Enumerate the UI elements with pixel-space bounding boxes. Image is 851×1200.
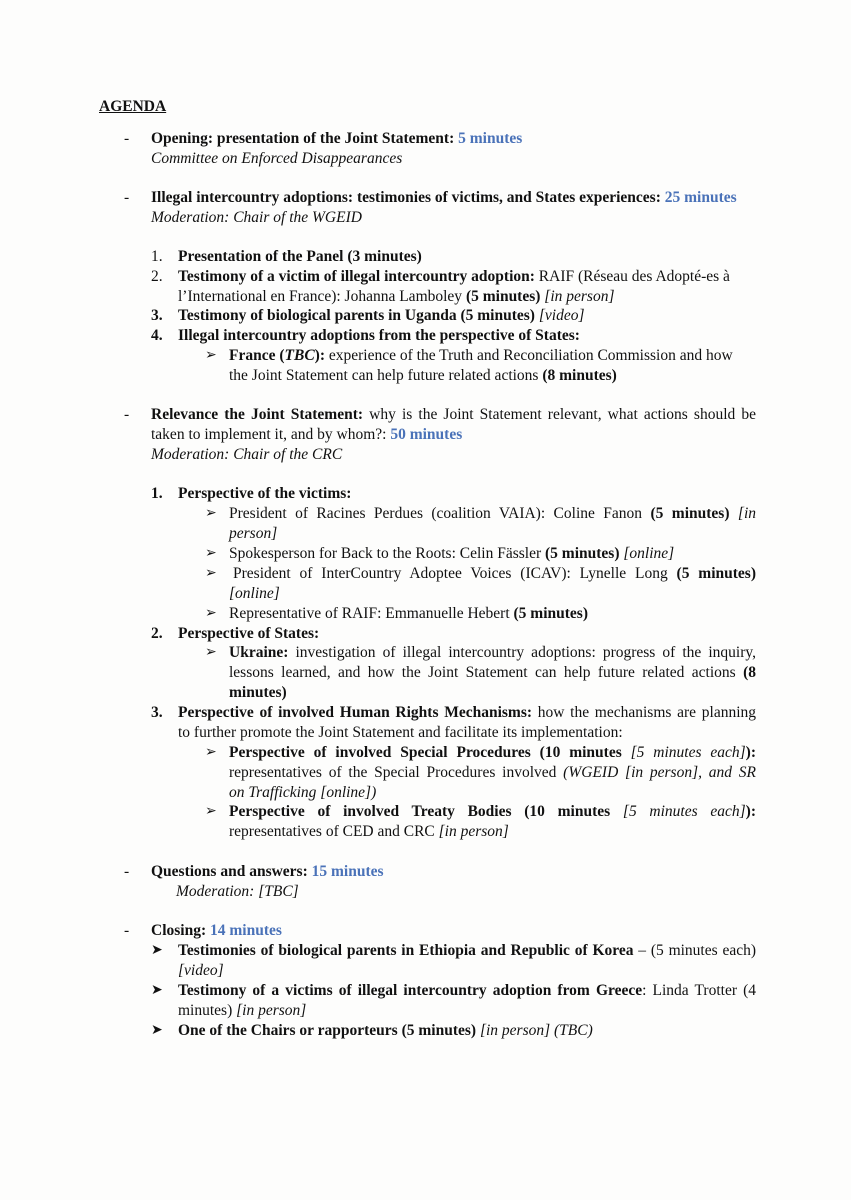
speaker-mode: person] [229,525,278,542]
france-item-cont [229,366,617,386]
arrow-bullet-icon: ➢ [205,348,217,363]
speaker-text: President of InterCountry Adoptee Voices (ICAV): Lynelle Long [233,565,668,582]
dash-bullet: - [124,406,130,423]
panel-item-1-text [178,247,422,267]
arrow-bullet-icon: ➢ [205,546,217,561]
opening-presenter: Committee on Enforced Disappearances [151,150,403,167]
dash-bullet: - [124,130,130,147]
speaker-text: Spokesperson for Back to the Roots: Celin Fässler [229,545,542,562]
victim-speaker-3-cont [229,584,280,604]
opening-duration: 5 minutes [458,130,523,147]
states-heading: Perspective of States: [178,625,320,642]
closing-testimony-2 [178,981,756,1001]
item-number: 1. [151,248,163,265]
speaker-mode: [in [737,505,757,522]
item-text: l’International en France): Johanna Lamboley [178,288,463,305]
item-number: 3. [151,704,163,721]
closing-item [151,921,282,941]
item-number: 2. [151,625,163,642]
france-close: ): [314,347,325,364]
dash-bullet: - [124,189,130,206]
ukraine-duration: (8 [743,664,756,681]
illegal-label: Illegal intercountry adoptions: testimonies of victims, and States experiences: [151,189,661,206]
panel-item-3 [151,306,163,326]
arrow-bullet-icon: ➢ [205,606,217,621]
closing-bold: Testimonies of biological parents in Ethiopia and Republic of Korea [178,942,634,959]
item-bold: Testimony of a victim of illegal intercountry adoption: [178,268,535,285]
tb-text: representatives of CED and CRC [229,823,435,840]
special-procedures-item [229,743,756,763]
closing-text: – (5 minutes each) [638,942,757,959]
item-number: 4. [151,327,163,344]
victims-heading-line [178,484,351,504]
france-item [229,346,733,366]
victim-speaker-2 [229,544,674,564]
relevance-moderation-line [151,445,342,465]
closing-mode: [in person] [236,1002,307,1019]
victims-number [151,484,163,504]
victims-heading: Perspective of the victims: [178,485,352,502]
mechanisms-item [178,703,756,723]
item-number: 2. [151,268,163,285]
arrow-bullet-icon: ➢ [205,566,217,581]
closing-bold: Testimony of a victims of illegal intercountry adoption from Greece [178,982,643,999]
treaty-bodies-item [229,802,756,822]
speaker-duration: (5 minutes) [545,545,620,562]
relevance-text: taken to implement it, and by whom?: [151,426,387,443]
speaker-text: Representative of RAIF: Emmanuelle Hebert [229,605,510,622]
arrow-bullet-icon: ➢ [205,804,217,819]
mechanisms-text: to further promote the Joint Statement and facilitate its implementation: [178,724,623,741]
illegal-item [151,188,737,208]
speaker-text: President of Racines Perdues (coalition VAIA): Coline Fanon [229,505,643,522]
special-procedures-cont2 [229,783,376,803]
ukraine-label: Ukraine: [229,644,289,661]
illegal-moderation-line [151,208,362,228]
france-duration: (8 minutes) [542,367,617,384]
closing-testimony-2-cont [178,1001,306,1021]
relevance-label: Relevance the Joint Statement: [151,406,364,423]
speaker-duration: (5 minutes) [513,605,588,622]
relevance-duration: 50 minutes [390,426,463,443]
closing-testimony-1-cont [178,961,224,981]
panel-item-1 [151,247,163,267]
questions-label: Questions and answers: [151,863,308,880]
ukraine-item [229,643,756,663]
ukraine-text: investigation of illegal intercountry adoptions: progress of the inquiry, [295,644,757,661]
illegal-moderation: Moderation: Chair of the WGEID [151,209,362,226]
panel-item-4-text [178,326,580,346]
illegal-duration: 25 minutes [664,189,737,206]
arrow-bullet-icon: ➤ [151,983,163,998]
questions-moderation: Moderation: [TBC] [176,883,299,900]
closing-mode: [video] [178,962,224,979]
sp-mode: on Trafficking [online]) [229,784,377,801]
mechanisms-heading: Perspective of involved Human Rights Mechanisms: [178,704,533,721]
sp-close: ): [745,744,756,761]
speaker-mode: [online] [623,545,675,562]
france-text: the Joint Statement can help future related actions [229,367,539,384]
france-text: experience of the Truth and Reconciliation Commission and how [328,347,733,364]
speaker-mode: [online] [229,585,280,602]
victim-speaker-4 [229,604,588,624]
france-label: France ( [229,347,285,364]
agenda-title: AGENDA [99,98,167,115]
tb-close: ): [745,803,756,820]
closing-bold: One of the Chairs or rapporteurs (5 minutes) [178,1022,477,1039]
closing-mode: [in person] (TBC) [479,1022,593,1039]
tb-mode: [in person] [438,823,509,840]
arrow-bullet-icon: ➢ [205,506,217,521]
panel-item-2-text-cont [178,287,615,307]
arrow-bullet-icon: ➢ [205,645,217,660]
relevance-item-cont [151,425,462,445]
opening-item [151,129,522,149]
sp-each: [5 minutes each] [630,744,746,761]
item-mode: [video] [538,307,585,324]
questions-duration: 15 minutes [311,863,384,880]
speaker-duration: (5 minutes) [650,505,730,522]
mechanisms-text: how the mechanisms are planning [537,704,757,721]
ukraine-item-cont [229,663,756,683]
closing-testimony-1 [178,941,756,961]
dash-bullet: - [124,922,130,939]
panel-item-2 [151,267,163,287]
special-procedures-cont [229,763,756,783]
item-number: 1. [151,485,163,502]
victim-speaker-1 [229,504,756,524]
states-number [151,624,163,644]
panel-item-3-text [178,306,585,326]
treaty-bodies-cont [229,822,509,842]
item-number: 3. [151,307,163,324]
item-bold: Testimony of biological parents in Uganda (5 minutes) [178,307,535,324]
item-text: RAIF (Réseau des Adopté-es à [538,268,730,285]
ukraine-duration: minutes) [229,684,287,701]
questions-item [151,862,384,882]
closing-duration: 14 minutes [210,922,282,939]
ukraine-text: lessons learned, and how the Joint Statement can help future related actions [229,664,736,681]
france-tbc: TBC [284,347,315,364]
tb-label: Perspective of involved Treaty Bodies (10 minutes [229,803,611,820]
sp-text: representatives of the Special Procedures involved [229,764,557,781]
sp-mode: (WGEID [in person], and SR [563,764,757,781]
closing-text: minutes) [178,1002,233,1019]
dash-bullet: - [124,863,130,880]
relevance-moderation: Moderation: Chair of the CRC [151,446,343,463]
item-bold: Presentation of the Panel (3 minutes) [178,248,422,265]
page-title [99,97,166,117]
sp-label: Perspective of involved Special Procedures (10 minutes [229,744,622,761]
victim-speaker-3 [233,564,756,584]
victim-speaker-1-cont [229,524,277,544]
arrow-bullet-icon: ➢ [205,745,217,760]
speaker-duration: (5 minutes) [676,565,756,582]
opening-label: Opening: presentation of the Joint Statement: [151,130,455,147]
closing-text: : Linda Trotter (4 [642,982,756,999]
mechanisms-number [151,703,163,723]
questions-moderation-line [176,882,299,902]
closing-label: Closing: [151,922,207,939]
opening-presenter-line [151,149,402,169]
tb-each: [5 minutes each] [622,803,746,820]
item-mode: [in person] [544,288,615,305]
arrow-bullet-icon: ➤ [151,943,163,958]
relevance-item [151,405,756,425]
panel-item-2-text [178,267,730,287]
relevance-text: why is the Joint Statement relevant, what actions should be [369,406,757,423]
panel-item-4 [151,326,163,346]
item-bold: Illegal intercountry adoptions from the perspective of States: [178,327,580,344]
item-duration: (5 minutes) [465,288,541,305]
states-heading-line [178,624,319,644]
ukraine-item-cont2 [229,683,287,703]
mechanisms-item-cont [178,723,623,743]
closing-testimony-3 [178,1021,593,1041]
arrow-bullet-icon: ➤ [151,1023,163,1038]
